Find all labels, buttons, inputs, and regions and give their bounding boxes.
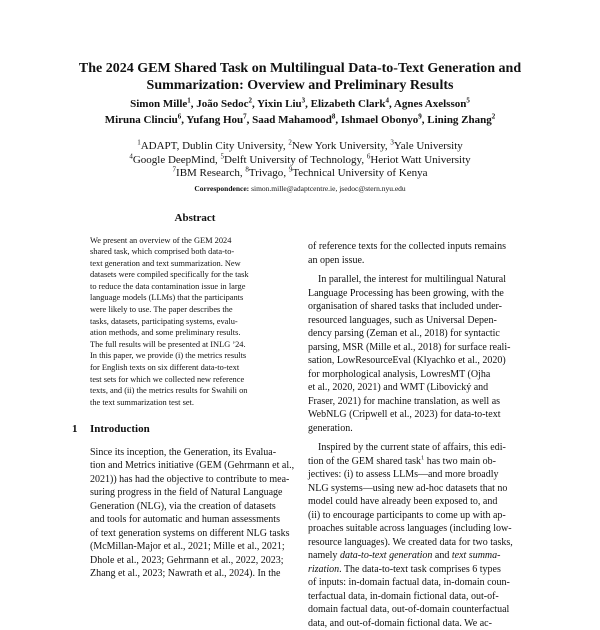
abstract-line: In this paper, we provide (i) the metrics results (90, 350, 300, 362)
affiliation: $^8$Trivago (245, 167, 283, 179)
text-line: Since its inception, the Generation, its Evalua- (90, 446, 300, 460)
text-line: (ii) to encourage participants to come up with ap- (308, 509, 523, 523)
text-line: (McMillan-Major et al., 2021; Mille et al., 2021; (90, 540, 300, 554)
footnote-marker[interactable]: 1 (421, 454, 424, 461)
author-name: Saad Mahamood$^8$ (252, 114, 335, 126)
text-line: Fraser, 2021) for machine translation, as well as (308, 395, 523, 409)
author-name: Yixin Liu$^3$ (257, 98, 305, 110)
section-heading-introduction (72, 423, 300, 437)
abstract-line: test sets for which we collected new reference (90, 374, 300, 386)
text-line: Inspired by the current state of affairs, this edi- (308, 441, 523, 455)
abstract-body (90, 235, 300, 409)
affiliation-list (30, 140, 570, 195)
abstract-line: to reduce the data contamination issue in large (90, 281, 300, 293)
text-line: tion and Metrics initiative (GEM (Gehrmann et al., (90, 459, 300, 473)
abstract-line: language models (LLMs) that the participants (90, 292, 300, 304)
author-name: Ishmael Obonyo$^9$ (341, 114, 422, 126)
paragraph-objectives (308, 441, 523, 630)
affiliation: $^2$New York University (288, 140, 385, 152)
text-line: et al., 2020, 2021) and WMT (Libovický and (308, 381, 523, 395)
emphasis-summarization: text summa- (452, 550, 501, 561)
section-title: Introduction (90, 423, 150, 435)
section-number: 1 (72, 423, 90, 437)
correspondence (30, 182, 570, 196)
author-name: Agnes Axelsson$^5$ (394, 98, 470, 110)
text-line: data, and out-of-domain fictional data. We ac- (308, 617, 523, 630)
text-line: resourced languages, such as Universal Depen- (308, 314, 523, 328)
title-line: Summarization: Overview and Preliminary Results (40, 77, 560, 94)
abstract-line: the text summarization test set. (90, 397, 300, 409)
abstract-line: We present an overview of the GEM 2024 (90, 235, 300, 247)
right-column (308, 240, 523, 630)
author-name: Miruna Clinciu$^6$ (105, 114, 182, 126)
abstract-line: for English texts on six different data-to-text (90, 362, 300, 374)
text-line: and tools for automatic and human assessments (90, 513, 300, 527)
text-line: of text generation systems on different NLG tasks (90, 527, 300, 541)
text-line: of inputs: in-domain factual data, in-domain coun- (308, 576, 523, 590)
text-line: an open issue. (308, 254, 523, 268)
affiliation: $^3$Yale University (390, 140, 462, 152)
text-line: sation, LowResourceEval (Klyachko et al., 2020) (308, 354, 523, 368)
text-line: generation. (308, 422, 523, 436)
correspondence-label: Correspondence: (194, 184, 249, 193)
author-name: Lining Zhang$^2$ (427, 114, 495, 126)
text-line: Zhang et al., 2023; Nawrath et al., 2024). In the (90, 567, 300, 581)
text-line: namely data-to-text generation and text summa- (308, 549, 523, 563)
abstract-heading: Abstract (90, 212, 300, 226)
abstract-line: shared task, which comprised both data-to- (90, 246, 300, 258)
text-line: Dhole et al., 2023; Gehrmann et al., 2022, 2023; (90, 554, 300, 568)
text-line: of reference texts for the collected inputs remains (308, 240, 523, 254)
abstract-line: text generation and text summarization. New (90, 258, 300, 270)
text-line: terfactual data, in-domain fictional data, out-of- (308, 590, 523, 604)
affiliation-line: $^1$ADAPT, Dublin City University, $^2$New York University, $^3$Yale University (30, 140, 570, 154)
text-line: tion of the GEM shared task$^1$ has two main ob- (308, 455, 523, 469)
abstract-line: tasks, datasets, participating systems, evalu- (90, 316, 300, 328)
affiliation: $^9$Technical University of Kenya (289, 167, 428, 179)
text-line: 2021)) has had the objective to contribute to mea- (90, 473, 300, 487)
affiliation: $^7$IBM Research (173, 167, 240, 179)
author-line: Miruna Clinciu$^6$, Yufang Hou$^7$, Saad Mahamood$^8$, Ishmael Obonyo$^9$, Lining Zhang$^2$ (30, 112, 570, 128)
abstract-line: ation methods, and some preliminary results. (90, 327, 300, 339)
affiliation: $^4$Google DeepMind (129, 154, 215, 166)
affiliation: $^5$Delft University of Technology (221, 154, 362, 166)
author-line: Simon Mille$^1$, João Sedoc$^2$, Yixin Liu$^3$, Elizabeth Clark$^4$, Agnes Axelsson$^5$ (30, 96, 570, 112)
abstract-line: were likely to use. The paper describes the (90, 304, 300, 316)
affiliation: $^6$Heriot Watt University (367, 154, 471, 166)
text-line: Language Processing has been growing, with the (308, 287, 523, 301)
affiliation: $^1$ADAPT, Dublin City University (137, 140, 283, 152)
text-line: resource languages). We created data for two tasks, (308, 536, 523, 550)
text-line: organisation of shared tasks that included under- (308, 300, 523, 314)
author-name: João Sedoc$^2$ (196, 98, 252, 110)
author-list (30, 96, 570, 128)
author-name: Simon Mille$^1$ (130, 98, 191, 110)
introduction-paragraph (90, 446, 300, 581)
text-line: proaches suitable across languages (including low- (308, 522, 523, 536)
author-name: Elizabeth Clark$^4$ (311, 98, 389, 110)
correspondence-emails: simon.mille@adaptcentre.ie, jsedoc@stern.nyu.edu (251, 184, 406, 193)
paper-title (40, 60, 560, 94)
text-line: jectives: (i) to assess LLMs—and more broadly (308, 468, 523, 482)
paragraph-multilingual (308, 273, 523, 435)
title-line: The 2024 GEM Shared Task on Multilingual Data-to-Text Generation and (40, 60, 560, 77)
text-line: model could have already been exposed to, and (308, 495, 523, 509)
text-line: Generation (NLG), via the creation of datasets (90, 500, 300, 514)
left-column (90, 212, 300, 581)
text-line: WebNLG (Cripwell et al., 2023) for data-to-text (308, 408, 523, 422)
author-name: Yufang Hou$^7$ (186, 114, 246, 126)
text-line: dency parsing (Zeman et al., 2018) for syntactic (308, 327, 523, 341)
affiliation-line: $^4$Google DeepMind, $^5$Delft University of Technology, $^6$Heriot Watt University (30, 154, 570, 168)
text-line: In parallel, the interest for multilingual Natural (308, 273, 523, 287)
abstract-line: The full results will be presented at INLG ’24. (90, 339, 300, 351)
text-line: NLG systems—using new ad-hoc datasets that no (308, 482, 523, 496)
text-line: domain factual data, out-of-domain counterfactual (308, 603, 523, 617)
emphasis-data-to-text: data-to-text generation (340, 550, 432, 561)
abstract-line: datasets were compiled specifically for the task (90, 269, 300, 281)
abstract-line: texts, and (ii) the metrics results for Swahili on (90, 385, 300, 397)
text-line: for morphological analysis, LowresMT (Ojha (308, 368, 523, 382)
text-line: rization. The data-to-text task comprises 6 types (308, 563, 523, 577)
paragraph-continued (308, 240, 523, 267)
affiliation-line: $^7$IBM Research, $^8$Trivago, $^9$Technical University of Kenya (30, 167, 570, 181)
text-line: suring progress in the field of Natural Language (90, 486, 300, 500)
text-line: parsing, MSR (Mille et al., 2018) for surface reali- (308, 341, 523, 355)
